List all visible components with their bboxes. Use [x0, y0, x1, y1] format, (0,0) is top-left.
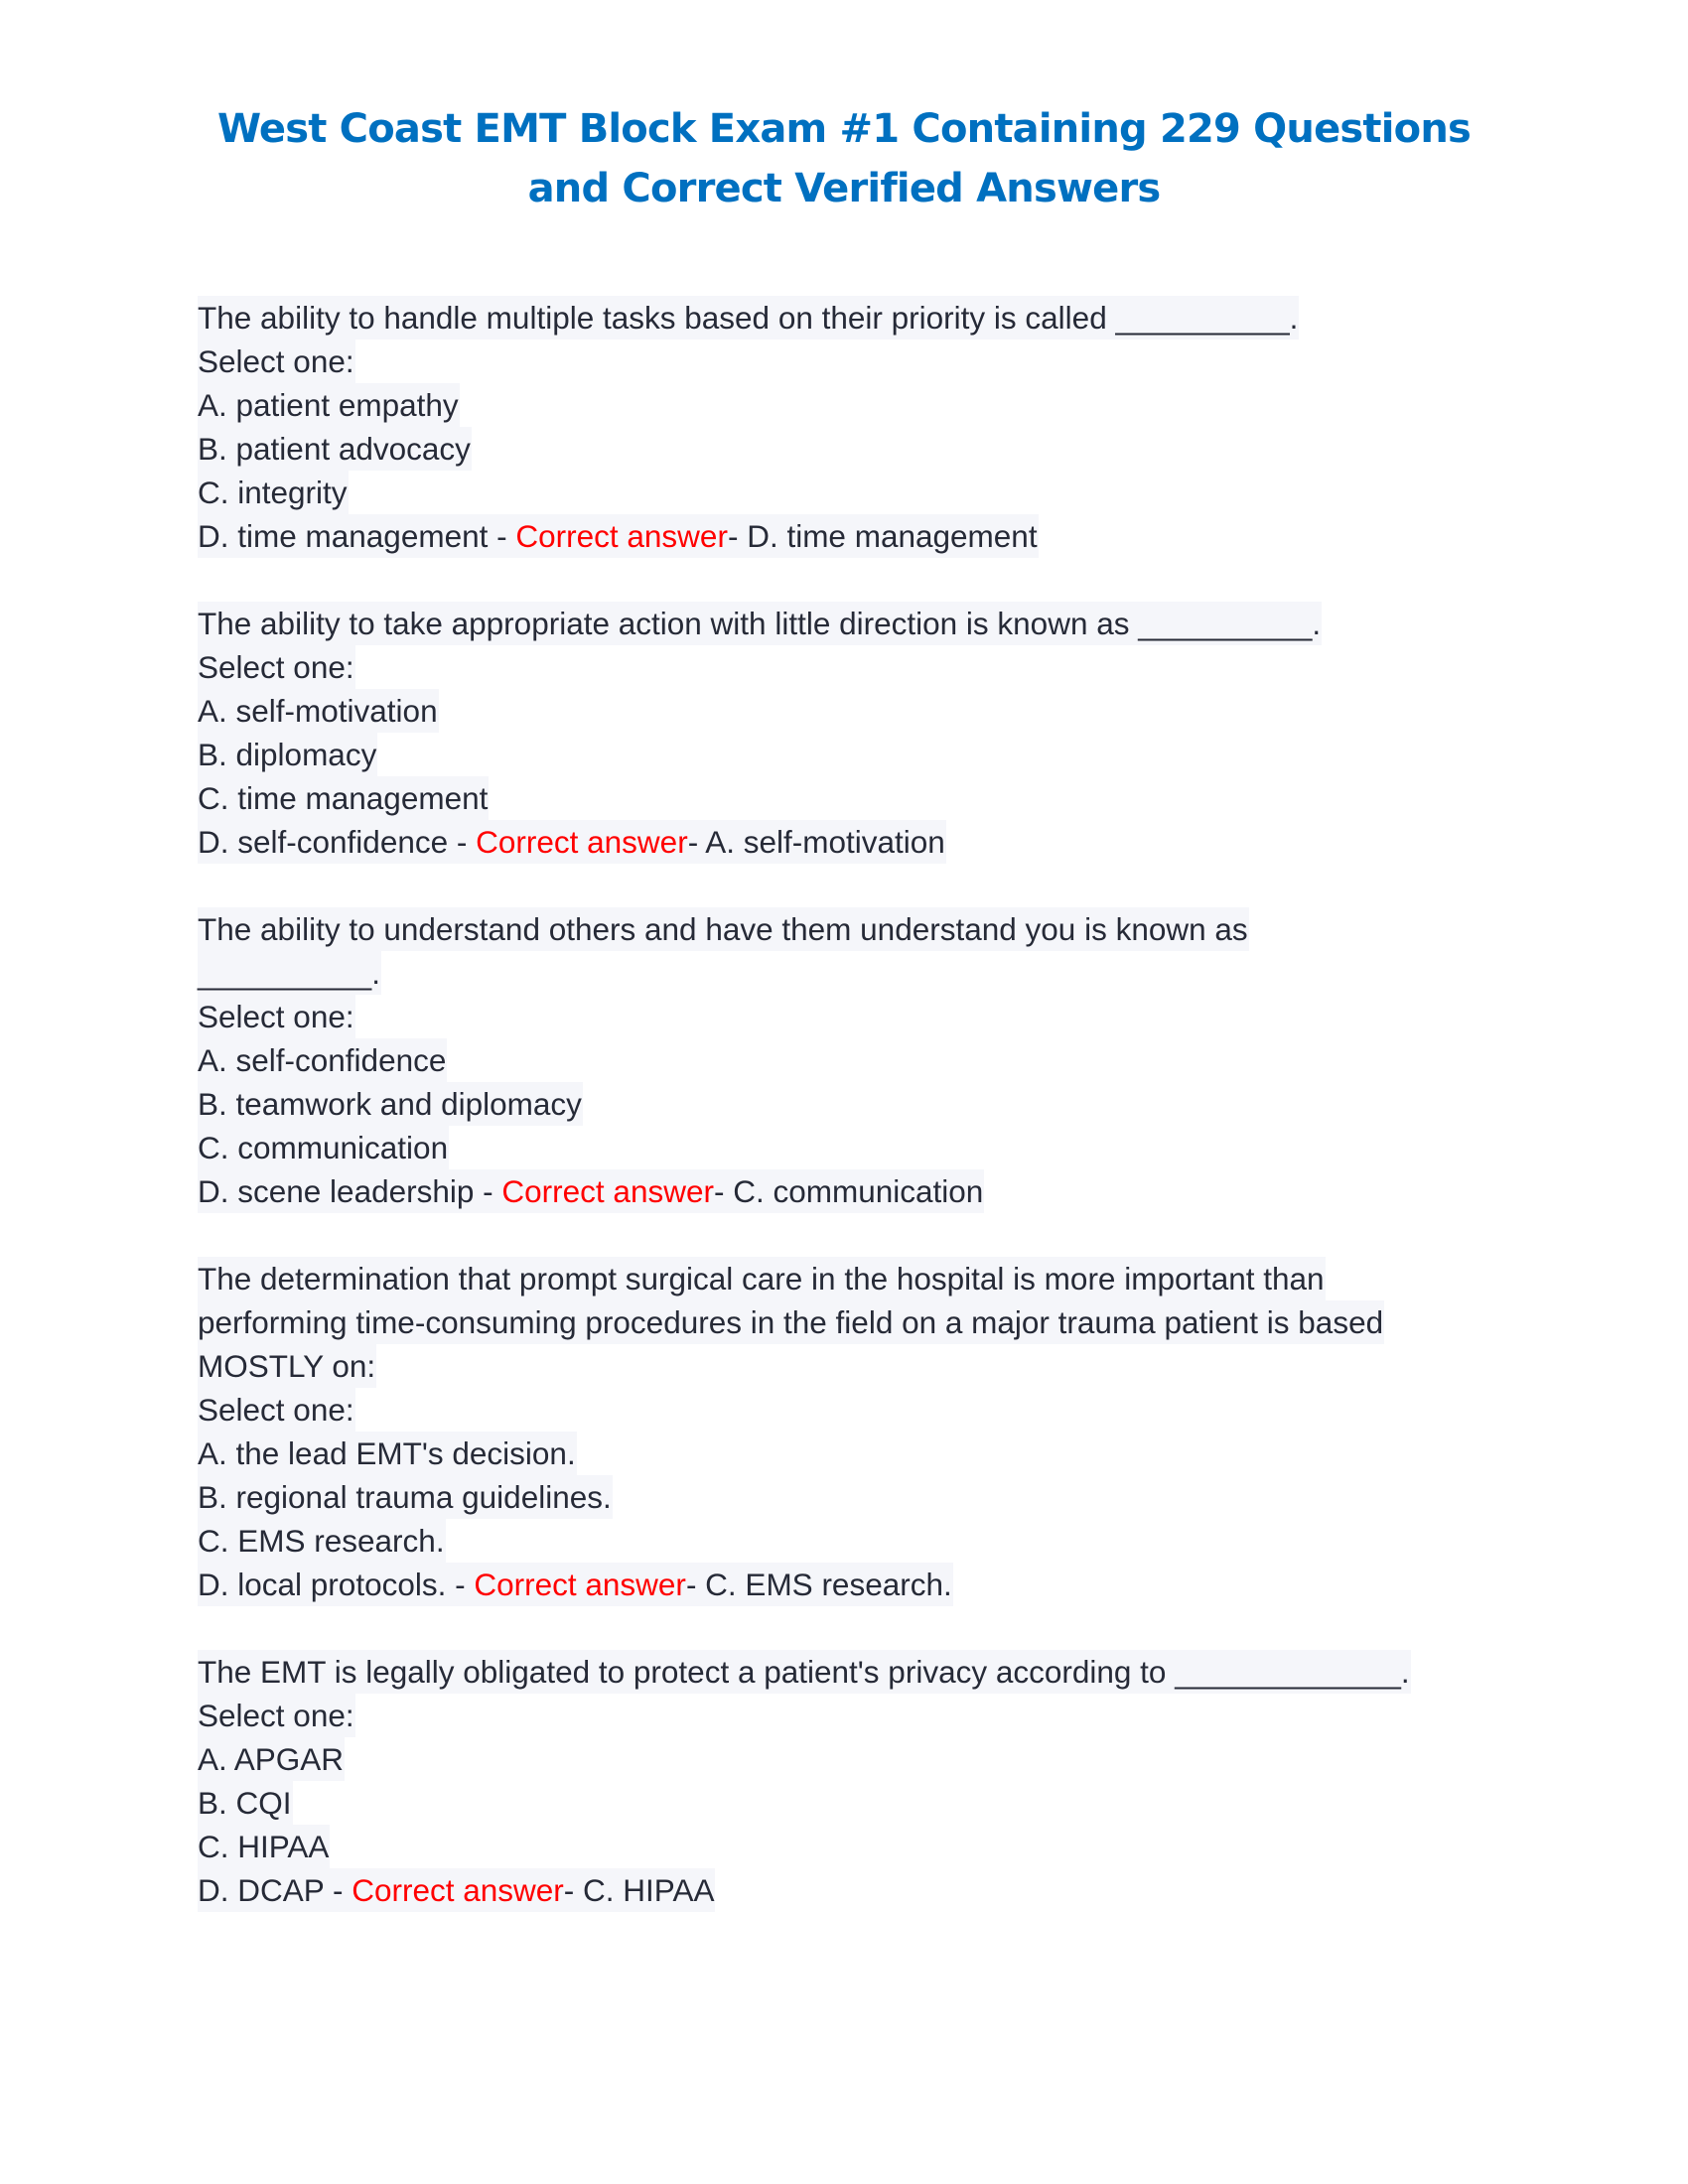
option-c: C. HIPAA	[198, 1825, 330, 1868]
option-d-with-answer	[198, 1563, 953, 1606]
question-5	[198, 1650, 1508, 1912]
option-c: C. communication	[198, 1126, 449, 1169]
option-a: A. self-motivation	[198, 689, 439, 733]
question-stem-line-2: performing time-consuming procedures in the field on a major trauma patient is based	[198, 1300, 1384, 1344]
select-prompt: Select one:	[198, 1694, 355, 1737]
correct-answer-label: Correct answer	[501, 1173, 714, 1209]
option-a: A. self-confidence	[198, 1038, 447, 1082]
option-b: B. regional trauma guidelines.	[198, 1475, 613, 1519]
question-4	[198, 1257, 1508, 1606]
question-2	[198, 602, 1508, 864]
question-list	[198, 296, 1508, 1956]
title-line-1: West Coast EMT Block Exam #1 Containing 229 Questions	[216, 106, 1471, 152]
option-d: D. time management -	[198, 518, 516, 554]
correct-answer: - D. time management	[727, 518, 1038, 554]
option-d: D. local protocols. -	[198, 1567, 475, 1602]
correct-answer-label: Correct answer	[515, 518, 728, 554]
correct-answer-label: Correct answer	[352, 1872, 564, 1908]
option-b: B. teamwork and diplomacy	[198, 1082, 583, 1126]
option-b: B. CQI	[198, 1781, 293, 1825]
question-1	[198, 296, 1508, 558]
page-title	[0, 99, 1688, 218]
option-d-with-answer	[198, 1169, 984, 1213]
option-d: D. self-confidence -	[198, 824, 477, 860]
select-prompt: Select one:	[198, 340, 355, 383]
option-b: B. diplomacy	[198, 733, 377, 776]
correct-answer-label: Correct answer	[476, 824, 688, 860]
question-stem-line-2: __________.	[198, 951, 381, 995]
option-d-with-answer	[198, 1868, 715, 1912]
select-prompt: Select one:	[198, 995, 355, 1038]
correct-answer-label: Correct answer	[474, 1567, 686, 1602]
select-prompt: Select one:	[198, 645, 355, 689]
question-3	[198, 907, 1508, 1213]
correct-answer: - C. EMS research.	[685, 1567, 952, 1602]
question-stem: The ability to take appropriate action with little direction is known as __________.	[198, 602, 1322, 645]
option-c: C. time management	[198, 776, 489, 820]
question-stem-line-3: MOSTLY on:	[198, 1344, 376, 1388]
option-a: A. patient empathy	[198, 383, 460, 427]
correct-answer: - A. self-motivation	[687, 824, 945, 860]
option-a: A. APGAR	[198, 1737, 345, 1781]
title-line-2: and Correct Verified Answers	[527, 166, 1161, 211]
option-d-with-answer	[198, 514, 1039, 558]
option-d: D. DCAP -	[198, 1872, 352, 1908]
question-stem: The ability to handle multiple tasks based on their priority is called __________.	[198, 296, 1299, 340]
select-prompt: Select one:	[198, 1388, 355, 1432]
question-stem-line-1: The ability to understand others and have them understand you is known as	[198, 907, 1249, 951]
correct-answer: - C. communication	[713, 1173, 984, 1209]
option-d: D. scene leadership -	[198, 1173, 502, 1209]
question-stem-line-1: The determination that prompt surgical care in the hospital is more important than	[198, 1257, 1326, 1300]
option-c: C. EMS research.	[198, 1519, 446, 1563]
correct-answer: - C. HIPAA	[563, 1872, 715, 1908]
question-stem: The EMT is legally obligated to protect a patient's privacy according to _____________.	[198, 1650, 1411, 1694]
option-b: B. patient advocacy	[198, 427, 472, 471]
option-d-with-answer	[198, 820, 946, 864]
option-a: A. the lead EMT's decision.	[198, 1432, 577, 1475]
option-c: C. integrity	[198, 471, 349, 514]
